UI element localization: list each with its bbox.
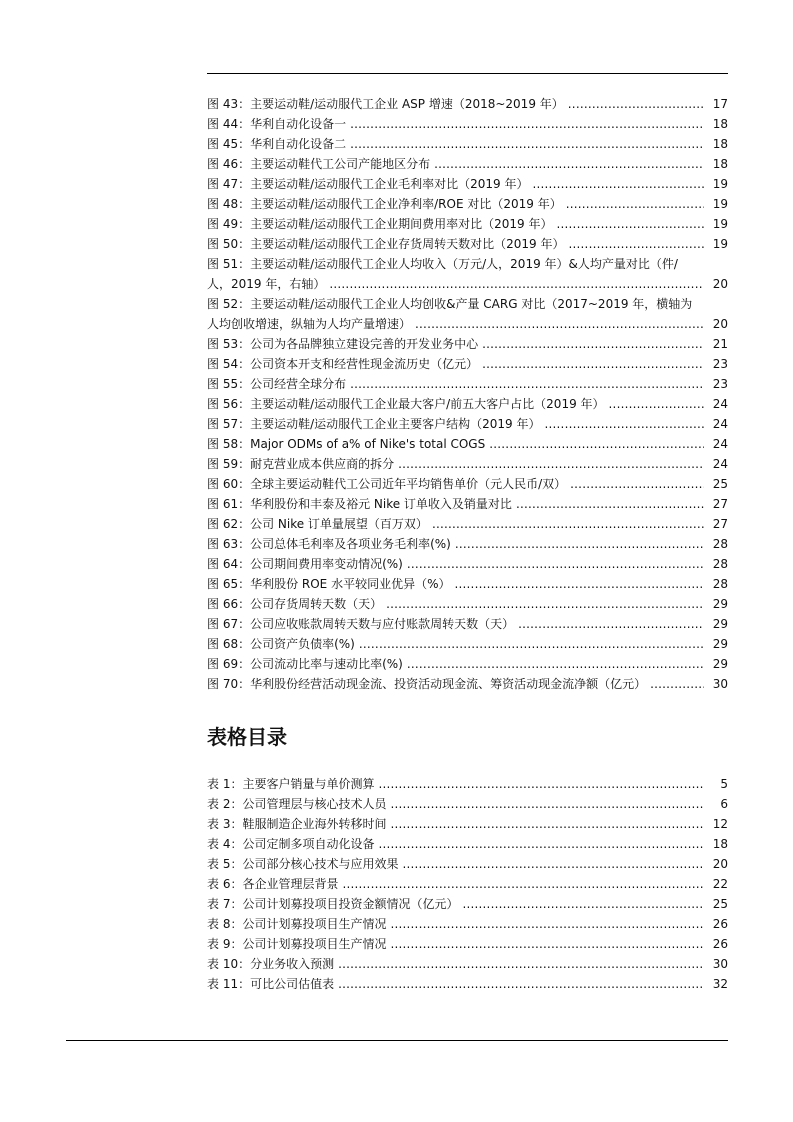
toc-entry-page: 19 [704,194,728,214]
toc-entry-page: 24 [704,414,728,434]
toc-entry-label: 表 2：公司管理层与核心技术人员 ..... [207,794,704,814]
toc-entry-page: 29 [704,634,728,654]
table-list-title: 表格目录 [207,725,287,749]
toc-entry[interactable] [207,534,728,554]
toc-entry-label: 图 50：主要运动鞋/运动服代工企业存货周转天数对比（2019 年） ..... [207,234,704,254]
toc-entry[interactable] [207,234,728,254]
toc-entry[interactable] [207,354,728,374]
toc-entry[interactable] [207,334,728,354]
toc-entry[interactable] [207,634,728,654]
footer-rule [66,1040,728,1041]
toc-entry-page: 29 [704,654,728,674]
toc-entry[interactable] [207,114,728,134]
toc-entry-page: 25 [704,474,728,494]
toc-entry-first-line[interactable]: 图 52：主要运动鞋/运动服代工企业人均创收&产量 CARG 对比（2017~2019 年，横轴为 [207,297,693,311]
toc-entry[interactable] [207,274,728,294]
toc-entry[interactable] [207,374,728,394]
toc-entry-label: 表 9：公司计划募投项目生产情况 ..... [207,934,704,954]
toc-entry-page: 27 [704,494,728,514]
toc-entry-page: 28 [704,574,728,594]
toc-entry-label: 图 45：华利自动化设备二 ..... [207,134,704,154]
toc-entry-page: 20 [704,854,728,874]
toc-entry[interactable] [207,314,728,334]
toc-entry-label: 表 8：公司计划募投项目生产情况 ..... [207,914,704,934]
toc-entry-label: 表 4：公司定制多项自动化设备 ..... [207,834,704,854]
toc-entry-label: 图 46：主要运动鞋代工公司产能地区分布 ..... [207,154,704,174]
toc-entry-page: 20 [704,274,728,294]
toc-entry-page: 23 [704,374,728,394]
toc-entry-label: 表 1：主要客户销量与单价测算 ..... [207,774,704,794]
toc-entry[interactable] [207,774,728,794]
toc-entry-page: 23 [704,354,728,374]
toc-entry-label: 图 64：公司期间费用率变动情况(%) ..... [207,554,704,574]
toc-entry-label: 图 59：耐克营业成本供应商的拆分 ..... [207,454,704,474]
toc-entry[interactable] [207,814,728,834]
toc-entry-page: 26 [704,914,728,934]
toc-entry-label: 图 60：全球主要运动鞋代工公司近年平均销售单价（元人民币/双） ..... [207,474,704,494]
toc-entry-label: 人均创收增速，纵轴为人均产量增速） ..... [207,314,704,334]
toc-entry-label: 图 66：公司存货周转天数（天） ..... [207,594,704,614]
toc-entry-label: 图 55：公司经营全球分布 ..... [207,374,704,394]
toc-entry-page: 26 [704,934,728,954]
toc-entry[interactable] [207,514,728,534]
toc-entry-label: 图 63：公司总体毛利率及各项业务毛利率(%) ..... [207,534,704,554]
toc-entry-label: 图 68：公司资产负债率(%) ..... [207,634,704,654]
toc-entry[interactable] [207,954,728,974]
toc-entry[interactable] [207,214,728,234]
toc-entry[interactable] [207,614,728,634]
toc-entry[interactable] [207,834,728,854]
toc-entry-label: 图 62：公司 Nike 订单量展望（百万双） ..... [207,514,704,534]
toc-entry-page: 30 [704,674,728,694]
toc-entry-label: 表 6：各企业管理层背景 ..... [207,874,704,894]
toc-entry[interactable] [207,594,728,614]
toc-entry-label: 图 53：公司为各品牌独立建设完善的开发业务中心 ..... [207,334,704,354]
toc-entry[interactable] [207,494,728,514]
toc-entry[interactable] [207,194,728,214]
toc-entry-page: 29 [704,594,728,614]
toc-entry-label: 图 70：华利股份经营活动现金流、投资活动现金流、筹资活动现金流净额（亿元） ..... [207,674,704,694]
toc-entry-page: 21 [704,334,728,354]
toc-entry-page: 24 [704,394,728,414]
toc-entry[interactable] [207,554,728,574]
toc-entry-first-line[interactable]: 图 51：主要运动鞋/运动服代工企业人均收入（万元/人，2019 年）&人均产量对比（件/ [207,257,678,271]
toc-entry-label: 图 43：主要运动鞋/运动服代工企业 ASP 增速（2018~2019 年） ..... [207,94,704,114]
toc-entry-label: 图 61：华利股份和丰泰及裕元 Nike 订单收入及销量对比 ..... [207,494,704,514]
toc-entry[interactable] [207,674,728,694]
toc-entry[interactable] [207,454,728,474]
toc-entry-page: 24 [704,434,728,454]
toc-entry-page: 12 [704,814,728,834]
toc-entry-label: 图 69：公司流动比率与速动比率(%) ..... [207,654,704,674]
toc-entry[interactable] [207,94,728,114]
toc-entry-page: 18 [704,834,728,854]
toc-entry-label: 图 47：主要运动鞋/运动服代工企业毛利率对比（2019 年） ..... [207,174,704,194]
toc-entry[interactable] [207,974,728,994]
toc-entry-page: 29 [704,614,728,634]
toc-entry[interactable] [207,394,728,414]
toc-entry-page: 6 [704,794,728,814]
toc-entry[interactable] [207,854,728,874]
toc-entry-page: 18 [704,154,728,174]
toc-entry-label: 图 65：华利股份 ROE 水平较同业优异（%） ..... [207,574,704,594]
toc-entry-label: 表 7：公司计划募投项目投资金额情况（亿元） ..... [207,894,704,914]
toc-entry-label: 图 58：Major ODMs of a% of Nike's total COGS ..... [207,434,704,454]
toc-entry-page: 18 [704,114,728,134]
toc-entry-label: 图 54：公司资本开支和经营性现金流历史（亿元） ..... [207,354,704,374]
toc-entry-label: 表 5：公司部分核心技术与应用效果 ..... [207,854,704,874]
toc-entry-label: 图 44：华利自动化设备一 ..... [207,114,704,134]
toc-entry-label: 表 3：鞋服制造企业海外转移时间 ..... [207,814,704,834]
toc-entry-label: 表 11：可比公司估值表 ..... [207,974,704,994]
toc-entry[interactable] [207,154,728,174]
toc-entry-page: 32 [704,974,728,994]
toc-entry[interactable] [207,914,728,934]
toc-entry-page: 25 [704,894,728,914]
toc-entry-label: 图 67：公司应收账款周转天数与应付账款周转天数（天） ..... [207,614,704,634]
toc-entry[interactable] [207,934,728,954]
toc-entry[interactable] [207,874,728,894]
toc-entry-page: 27 [704,514,728,534]
toc-entry-page: 24 [704,454,728,474]
toc-entry-label: 图 57：主要运动鞋/运动服代工企业主要客户结构（2019 年） ..... [207,414,704,434]
toc-entry[interactable] [207,574,728,594]
toc-entry[interactable] [207,134,728,154]
toc-entry[interactable] [207,894,728,914]
toc-entry-label: 人，2019 年，右轴） ..... [207,274,704,294]
toc-entry-page: 30 [704,954,728,974]
toc-entry[interactable] [207,654,728,674]
toc-entry-label: 图 49：主要运动鞋/运动服代工企业期间费用率对比（2019 年） ..... [207,214,704,234]
toc-entry-label: 图 48：主要运动鞋/运动服代工企业净利率/ROE 对比（2019 年） ..... [207,194,704,214]
toc-entry-page: 19 [704,214,728,234]
toc-entry-page: 22 [704,874,728,894]
figure-list [207,94,728,694]
toc-entry-page: 19 [704,174,728,194]
toc-entry-page: 28 [704,534,728,554]
toc-entry-page: 19 [704,234,728,254]
toc-entry[interactable] [207,474,728,494]
toc-entry-page: 5 [704,774,728,794]
table-list [207,774,728,994]
toc-entry-page: 20 [704,314,728,334]
toc-entry[interactable] [207,794,728,814]
toc-entry[interactable] [207,434,728,454]
toc-entry-page: 28 [704,554,728,574]
toc-entry-page: 18 [704,134,728,154]
header-rule [207,73,728,74]
toc-entry-label: 表 10：分业务收入预测 ..... [207,954,704,974]
toc-entry[interactable] [207,414,728,434]
toc-entry-label: 图 56：主要运动鞋/运动服代工企业最大客户/前五大客户占比（2019 年） ..... [207,394,704,414]
toc-entry[interactable] [207,174,728,194]
toc-entry-page: 17 [704,94,728,114]
